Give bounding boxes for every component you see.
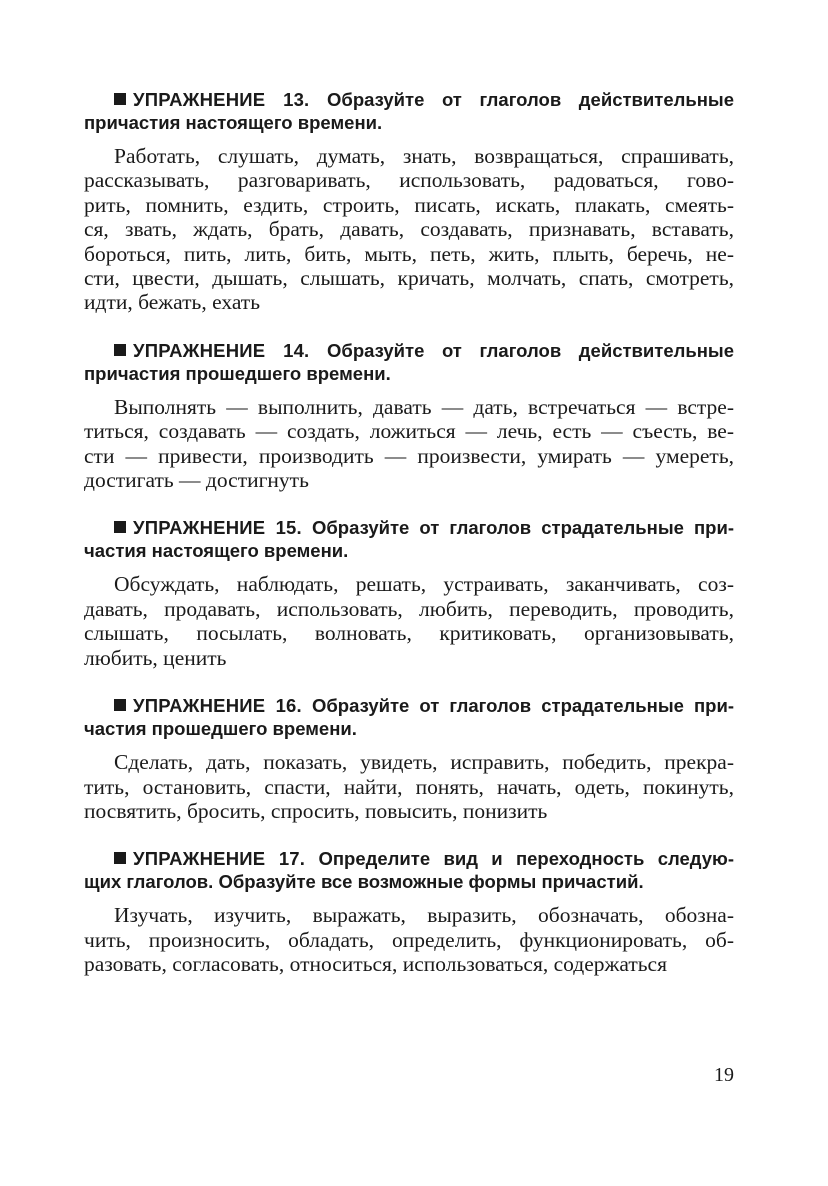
word-list-line: достигать — достигнуть [84,468,309,493]
word-list-line: рить, помнить, ездить, строить, писать, искать, плакать, смеять- [84,192,734,217]
exercise-heading-line [84,694,734,717]
exercise-heading [84,516,734,562]
page-number: 19 [714,1064,734,1086]
exercise-label: УПРАЖНЕНИЕ 15. [133,517,302,539]
exercise-heading-line [84,88,734,111]
word-list-line: Работать, слушать, думать, знать, возвращаться, спрашивать, [114,144,734,168]
exercise-label: УПРАЖНЕНИЕ 13. [133,89,310,110]
exercise-instruction: Образуйте от глаголов страдательные при- [311,517,735,539]
word-list-line: Изучать, изучить, выражать, выразить, обозначать, обозна- [114,903,734,928]
exercise-instruction-line: причастия настоящего времени. [84,112,383,133]
exercise-instruction: Образуйте от глаголов действительные [327,89,735,110]
exercise-word-list [84,750,734,823]
word-list-line: Обсуждать, наблюдать, решать, устраивать, заканчивать, соз- [114,572,734,597]
exercise-heading [84,88,734,134]
page-content [84,88,734,1001]
word-list-line: идти, бежать, ехать [84,290,260,315]
exercise [84,339,734,493]
word-list-line: любить, ценить [84,645,227,670]
exercise-label: УПРАЖНЕНИЕ 14. [133,339,310,361]
exercise-instruction-line: частия настоящего времени. [84,540,349,562]
exercise-instruction: Образуйте от глаголов страдательные при- [311,695,735,717]
word-list-line: чить, произносить, обладать, определить, функционировать, об- [84,927,734,952]
word-list-line: слышать, посылать, волновать, критиковать, организовывать, [84,621,734,646]
exercise-heading [84,694,734,740]
square-bullet-icon [114,93,126,105]
exercise-instruction: Определите вид и переходность следую- [318,848,734,870]
exercise-heading [84,847,734,893]
exercise-heading-line [84,339,734,362]
exercise [84,847,734,976]
square-bullet-icon [114,699,126,711]
exercise-instruction-line: частия прошедшего времени. [84,718,357,740]
exercise-word-list [84,144,734,315]
exercise-instruction-line: щих глаголов. Образуйте все возможные формы причастий. [84,871,644,893]
word-list-line: Выполнять — выполнить, давать — дать, встречаться — встре- [114,394,734,419]
square-bullet-icon [114,521,126,533]
exercise-heading [84,339,734,385]
square-bullet-icon [114,344,126,356]
exercise-instruction: Образуйте от глаголов действительные [327,339,735,361]
exercise-label: УПРАЖНЕНИЕ 17. [133,848,306,870]
exercise [84,516,734,670]
word-list-line: тить, остановить, спасти, найти, понять, начать, одеть, покинуть, [84,774,734,799]
word-list-line: сти — привести, производить — произвести, умирать — умереть, [84,443,734,468]
word-list-line: разовать, согласовать, относиться, использоваться, содержаться [84,952,667,977]
exercise-word-list [84,395,734,493]
word-list-line: бороться, пить, лить, бить, мыть, петь, жить, плыть, беречь, не- [84,241,734,266]
word-list-line: рассказывать, разговаривать, использовать, радоваться, гово- [84,168,734,193]
exercise-label: УПРАЖНЕНИЕ 16. [133,695,302,717]
exercise-word-list [84,572,734,670]
exercise-word-list [84,903,734,976]
word-list-line: посвятить, бросить, спросить, повысить, понизить [84,798,548,823]
word-list-line: титься, создавать — создать, ложиться — лечь, есть — съесть, ве- [84,419,734,444]
word-list-line: Сделать, дать, показать, увидеть, исправить, победить, прекра- [114,750,734,775]
exercise [84,88,734,315]
exercise-instruction-line: причастия прошедшего времени. [84,362,391,384]
word-list-line: давать, продавать, использовать, любить, переводить, проводить, [84,596,734,621]
exercise [84,694,734,823]
word-list-line: сти, цвести, дышать, слышать, кричать, молчать, спать, смотреть, [84,266,734,291]
exercise-heading-line [84,516,734,539]
word-list-line: ся, звать, ждать, брать, давать, создавать, признавать, вставать, [84,217,734,242]
square-bullet-icon [114,852,126,864]
exercise-heading-line [84,847,734,870]
